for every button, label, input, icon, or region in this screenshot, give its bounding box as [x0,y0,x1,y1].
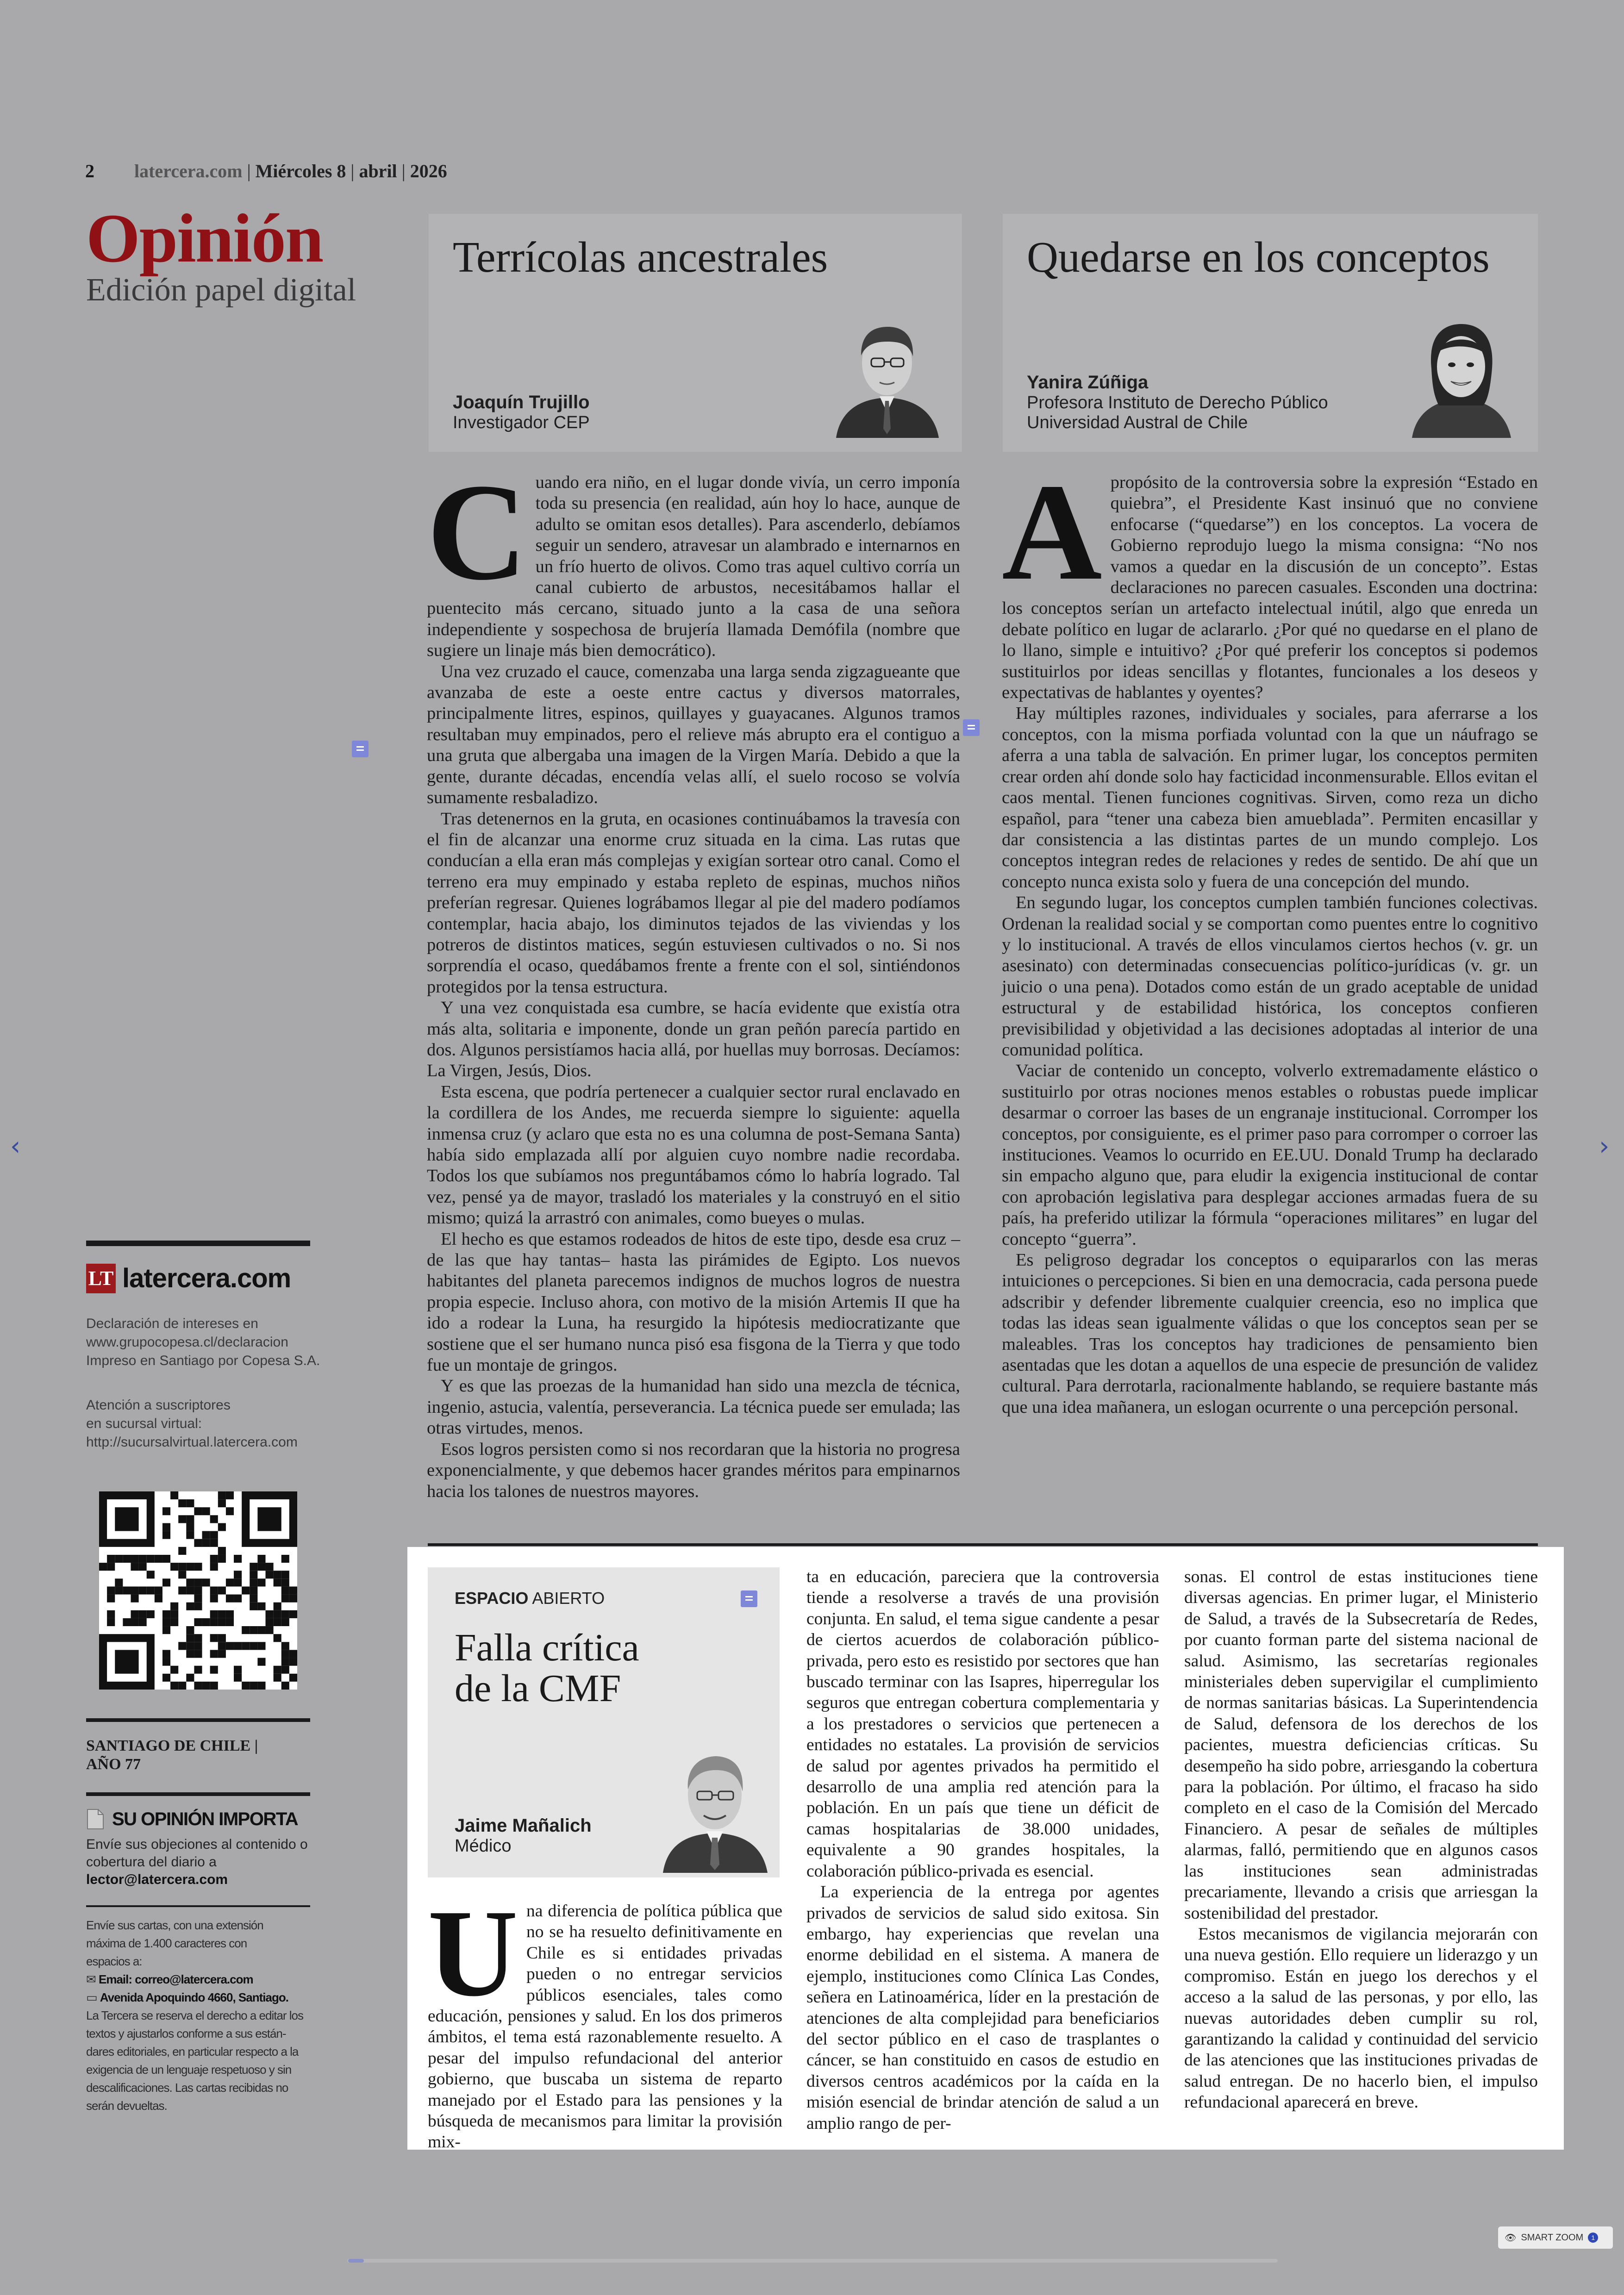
su-opinion-title: SU OPINIÓN IMPORTA [112,1809,298,1829]
dateline-year: 2026 [410,161,447,181]
article3-col3 [1184,1566,1538,2113]
separator: | [401,161,410,181]
declaration-text [86,1315,320,1370]
annotation-marker[interactable] [963,719,980,736]
paragraph: Es peligroso degradar los conceptos o equipararlos con las meras intuiciones o percepciones. Si bien en una democracia, cada persona puede adscribir y defender libremente cualquier creencia, eso no implica que todas las ideas sean igualmente válidas o que los conceptos sean per se maleables. Tras los conceptos hay tradiciones de pensamiento bien asentadas que les dotan a aquellos de una especie de presunción de validez cultural. Para derrotarla, racionalmente hablando, se requiere bastante más que una idea mañanera, un eslogan ocurrente o una percepción personal. [1002,1250,1538,1417]
city-year [86,1737,258,1774]
article1-author: Joaquín Trujillo [453,392,590,413]
paragraph: Tras detenernos en la gruta, en ocasiones continuábamos la travesía con el fin de alcanzar una enorme cruz situada en la cima. Las rutas que conducían a ella eran más complejas y exigían sortear otro canal. Como el terreno era muy empinado y estaba repleto de espinas, muchos niños preferían regresar. Quienes lográbamos llegar al pie del madero podíamos contemplar, hacia abajo, los diminutos tejados de las viviendas y los potreros de distintos matices, según estuviesen cultivados o no. Si nos sorprendía el ocaso, quedábamos frente a frente con el sol, sintiéndonos protegidos por la tensa estructura. [427,809,960,997]
paragraph: En segundo lugar, los conceptos cumplen también funciones colectivas. Ordenan la realidad social y se comportan como puentes entre lo cognitivo y lo institucional. A través de ellos vinculamos ciertos hechos (v. gr. un asesinato) con determinadas consecuencias político-jurídicas (v. gr. un juicio o una pena). Dotados como están de un grado aceptable de unidad estructural y de estabilidad histórica, los conceptos confieren previsibilidad y objetividad a las decisiones adoptadas al interior de una comunidad política. [1002,893,1538,1060]
mail-icon: ✉ [86,1972,99,1986]
article2-author-role-2: Universidad Austral de Chile [1027,413,1248,433]
article3-byline [455,1815,592,1856]
article3-section-label [455,1589,605,1608]
article2-header [1003,214,1538,452]
mailbox-icon: ▭ [86,1990,100,2004]
paragraph: Esta escena, que podría pertenecer a cualquier sector rural enclavado en la cordillera de los Andes, me recuerda siempre lo siguiente: aquella inmensa cruz (y aclaro que esta no es una columna de post-Semana Santa) había sido emplazada allí por alguien cuyo nombre nadie recordaba. Todos los que subíamos nos preguntábamos cómo lo habría logrado. Tal vez, pensé ya de mayor, trasladó los materiales y la construyó en el sitio mismo; quizá la arrastró con animales, como bueyes o mulas. [427,1082,960,1228]
article3-dropcap: U [428,1884,518,2022]
text-line: Envíe sus cartas, con una extensión [86,1918,263,1932]
smart-zoom-label: SMART ZOOM [1521,2232,1584,2243]
cartas-address: Avenida Apoquindo 4660, Santiago. [100,1990,288,2004]
section-title: Opinión [86,200,323,277]
paragraph: ta en educación, pareciera que la controversia tiende a resolverse a través de una provisión conjunta. En salud, el tema sigue candente a pesar de ciertos acuerdos de colaboración público-privada, pero esto es resistido por sectores que han buscado terminar con las Isapres, hiperregular los seguros que entregan cobertura complementaria y a los prestadores o servicios que pertenecen a entidades no estatales. La provisión de servicios de salud por agentes privados ha permitido el desarrollo de una amplia red atención para la población. En un país que tiene un déficit de camas hospitalarias de 38.000 unidades, equivalente a 90 grandes hospitales, la colaboración público-privada es esencial. [806,1567,1159,1881]
text-line: descalificaciones. Las cartas recibidas no [86,2081,288,2095]
author-portrait [1405,313,1517,438]
article3-header [428,1567,780,1877]
scrollbar-thumb[interactable] [348,2259,364,2263]
author-portrait [831,313,943,438]
article2-body [1002,455,1538,1418]
paragraph: propósito de la controversia sobre la expresión “Estado en quiebra”, el Presidente Kast insinuó que no conviene enfocarse (“quedarse”) en los conceptos. La vocera de Gobierno reprodujo luego la misma consigna: “No nos vamos a quedar en la discusión de un concepto”. Estas declaraciones no parecen casuales. Esconden una doctrina: los conceptos serían un artefacto intelectual inútil, algo que enreda un debate político en lugar de aclararlo. ¿Por qué no quedarse en el plano de lo llano, simple e intuitivo? ¿Por qué preferir los conceptos si podemos sustituirlos por ideas sencillas y flotantes, funcionales a los deseos y expectativas de hablantes y oyentes? [1002,473,1538,703]
text-line: cobertura del diario a [86,1854,217,1870]
city-label: SANTIAGO DE CHILE | [86,1737,258,1754]
smart-zoom-badge: 1 [1588,2233,1598,2243]
lt-logo-mark: LT [86,1264,116,1293]
title-line: de la CMF [455,1667,621,1710]
article2-title: Quedarse en los conceptos [1027,233,1490,281]
section-divider [428,1543,1538,1546]
paragraph: Y una vez conquistada esa cumbre, se hacía evidente que existía otra más alta, solitaria e imponente, donde un gran peñón parecía partido en dos. Algunos persistíamos hacia allá, por huellas muy borrosas. Decíamos: La Virgen, Jesús, Dios. [427,998,960,1081]
chevron-left-icon[interactable]: ‹ [10,1131,21,1161]
paragraph: Una vez cruzado el cauce, comenzaba una larga senda zigzagueante que avanzaba de este a oeste entre cactus y diversos matorrales, principalmente litres, espinos, quillayes y guayacanes. Algunos tramos resultaban muy empinados, pero el relieve más abrupto era el contiguo a una gruta que albergaba una imagen de la Virgen María. Debido a que la gente, durante décadas, encendía velas allí, el suelo rocoso se volvía sumamente resbaladizo. [427,661,960,808]
text-line: Impreso en Santiago por Copesa S.A. [86,1353,320,1368]
paragraph: Hay múltiples razones, individuales y sociales, para aferrarse a los conceptos, con la misma porfiada voluntad con la que un náufrago se aferra a una tabla de salvación. En primer lugar, los conceptos permiten crear orden ahí donde solo hay facticidad inconmensurable. Ellos evitan el caos mental. Tienen funciones cognitivas. Sirven, como reza un dicho español, para “tener una cabeza bien amueblada”. Permiten encasillar y dar consistencia a las distintas partes de un mundo complejo. Los conceptos integran redes de relaciones y redes de sentido. De ahí que un concepto nunca exista solo y fuera de una concepción del mundo. [1002,704,1538,892]
article3-author: Jaime Mañalich [455,1815,592,1836]
dateline [134,160,447,182]
paragraph: Esos logros persisten como si nos recordaran que la historia no progresa exponencialmente, y que debemos hacer grandes méritos para empinarnos hacia los talones de nuestros mayores. [427,1439,960,1501]
paragraph: sonas. El control de estas instituciones tiene diversas agencias. En primer lugar, el Ministerio de Salud, a través de la Subsecretaría de Redes, por cuanto forman parte del sistema nacional de salud. Asimismo, las secretarías regionales ministeriales deben supervigilar el cumplimiento de normas sanitarias básicas. La Superintendencia de Salud, defensora de los derechos de los pacientes, muestra deficiencias críticas. Su desempeño ha sido pobre, arriesgando la cobertura para la población. Por último, el fracaso ha sido completo en el caso de la Comisión del Mercado Financiero. A pesar de señales de múltiples alarmas, falló, permitiendo que en algunos casos las instituciones sean administradas precariamente, llevando a crisis que arriesgan la sostenibilidad del prestador. [1184,1567,1538,1923]
subscriber-text [86,1396,298,1452]
paragraph: La experiencia de la entrega por agentes privados de servicios de salud sido exitosa. Sin embargo, hay experiencias que revelan una enorme debilidad en el sistema. A manera de ejemplo, instituciones como Clínica Las Condes, señera en Latinoamérica, líder en la prestación de atenciones de alta complejidad para beneficiarios del sector público en el caso de trasplantes o cáncer, se han constituido en casos de estudio en diversos centros académicos por la caída en la misión esencial de brindar atención de salud a un amplio rango de per- [806,1883,1159,2133]
dateline-site: latercera.com [134,161,243,181]
article1-header [429,214,962,452]
paragraph: uando era niño, en el lugar donde vivía, un cerro imponía toda su presencia (en realidad, aún hoy lo hace, aunque de adulto se omitan esos detalles). Para ascenderlo, debíamos seguir un sendero, atravesar un alambrado e internarnos en un frío huerto de olivos. Como tras aquel cultivo corría un canal cubierto de arbustos, necesitábamos hallar el puentecito más cercano, situado junto a la casa de una señora independiente y sospechosa de brujería llamada Demófila (nombre que sugiere un linaje más bien democrático). [427,473,960,661]
annotation-marker[interactable] [741,1590,757,1607]
annotation-marker[interactable] [352,741,369,757]
text-line: serán devueltas. [86,2099,167,2113]
article2-dropcap: A [1002,455,1102,609]
article1-author-role: Investigador CEP [453,413,590,433]
email-link[interactable]: lector@latercera.com [86,1872,228,1887]
paragraph: Estos mecanismos de vigilancia mejorarán con una nueva gestión. Ello requiere un liderazgo y un compromiso. Están en juego los derechos y el acceso a la salud de las personas, y por ello, las nuevas autoridades deben cumplir su rol, garantizando la calidad y continuidad del servicio de las atenciones que las instituciones privadas de salud entregan. De no hacerlo bien, el impulso refundacional aparecerá en breve. [1184,1924,1538,2112]
separator: | [247,161,256,181]
section-subtitle: Edición papel digital [86,272,356,308]
label-bold: ESPACIO [455,1589,529,1608]
article3-author-role: Médico [455,1836,512,1856]
chevron-right-icon[interactable]: › [1599,1131,1610,1161]
qr-code [99,1491,297,1690]
title-line: Falla crítica [455,1626,639,1669]
su-opinion-heading [86,1808,298,1830]
article2-byline [1027,372,1328,433]
separator: | [350,161,359,181]
text-line: máxima de 1.400 caracteres con [86,1936,247,1950]
sidebar-rule [86,1792,310,1796]
su-opinion-text [86,1836,308,1889]
sidebar-rule [86,1718,310,1722]
paragraph: Y es que las proezas de la humanidad han sido una mezcla de técnica, ingenio, astucia, valentía, perseverancia. La técnica puede ser emulada; las otras virtudes, menos. [427,1376,960,1438]
text-line: http://sucursalvirtual.latercera.com [86,1434,298,1450]
text-line: exigencia de un lenguaje respetuoso y sin [86,2063,292,2077]
article1-body [427,455,960,1502]
article3-col2 [806,1566,1159,2134]
article3-col1 [428,1884,782,2153]
text-line: www.grupocopesa.cl/declaracion [86,1335,288,1350]
text-line: Declaración de intereses en [86,1316,258,1331]
article3-title [455,1628,639,1709]
article1-dropcap: C [427,455,527,609]
text-line: Envíe sus objeciones al contenido o [86,1837,308,1852]
text-line: La Tercera se reserva el derecho a editar los [86,2008,304,2022]
text-line: dares editoriales, en particular respecto a la [86,2045,299,2058]
text-line: espacios a: [86,1954,142,1968]
cartas-email[interactable]: Email: correo@latercera.com [99,1972,253,1986]
smart-zoom-button[interactable] [1498,2226,1613,2249]
article1-title: Terrícolas ancestrales [453,233,828,281]
page-number: 2 [85,161,94,181]
text-line: Atención a suscriptores [86,1397,231,1413]
sidebar-rule [86,1241,310,1246]
author-portrait [659,1743,770,1873]
cartas-text [86,1916,303,2115]
dateline-month: abril [359,161,397,181]
dateline-day: Miércoles 8 [255,161,346,181]
document-icon [86,1808,105,1830]
page-scrollbar[interactable] [347,2259,1278,2263]
eye-icon: 👁 [1505,2233,1517,2243]
label-rest: ABIERTO [532,1589,605,1608]
text-line: textos y ajustarlos conforme a sus están- [86,2027,286,2040]
paragraph: na diferencia de política pública que no se ha resuelto definitivamente en Chile es si entidades privadas pueden o no entregar servicios públicos esenciales, tales como educación, pensiones y salud. En los dos primeros ámbitos, el tema está razonablemente resuelto. A pesar del impulso refundacional del anterior gobierno, que buscaba un sistema de reparto manejado por el Estado para las pensiones y la búsqueda de mecanismos para limitar la provisión mix- [428,1902,782,2152]
year-label: AÑO 77 [86,1756,141,1773]
latercera-logo [86,1263,291,1294]
article1-byline [453,392,590,433]
article2-author-role-1: Profesora Instituto de Derecho Público [1027,393,1328,412]
lt-logo-text: latercera.com [122,1263,291,1293]
sidebar-rule [86,1905,310,1907]
paragraph: El hecho es que estamos rodeados de hitos de este tipo, desde esa cruz –de las que hay tantas– hasta las pirámides de Egipto. Los nuevos habitantes del planeta parecemos indignos de muchos logros de nuestra propia especie. Incluso ahora, con motivo de la misión Artemis II que ha ido a rodear la Luna, ha resurgido la hipótesis mediocratizante que sostiene que el ser humano nunca pisó esa fisgona de la Tierra y que todo fue un montaje de gringos. [427,1229,960,1375]
text-line: en sucursal virtual: [86,1416,202,1431]
paragraph: Vaciar de contenido un concepto, volverlo extremadamente elástico o sustituirlo por otras nociones menos estables o robustas puede implicar desarmar o corroer las bases de un engranaje institucional. Corromper los conceptos, por consiguiente, es el primer paso para corromper o corroer las instituciones. Veamos lo ocurrido en EE.UU. Donald Trump ha declarado sin empacho alguno que, para eludir la exigencia institucional de contar con aprobación legislativa para desplegar acciones armadas fuera de su país, ha preferido utilizar la fórmula “operaciones militares” en lugar del concepto “guerra”. [1002,1061,1538,1249]
article2-author: Yanira Zúñiga [1027,372,1149,393]
